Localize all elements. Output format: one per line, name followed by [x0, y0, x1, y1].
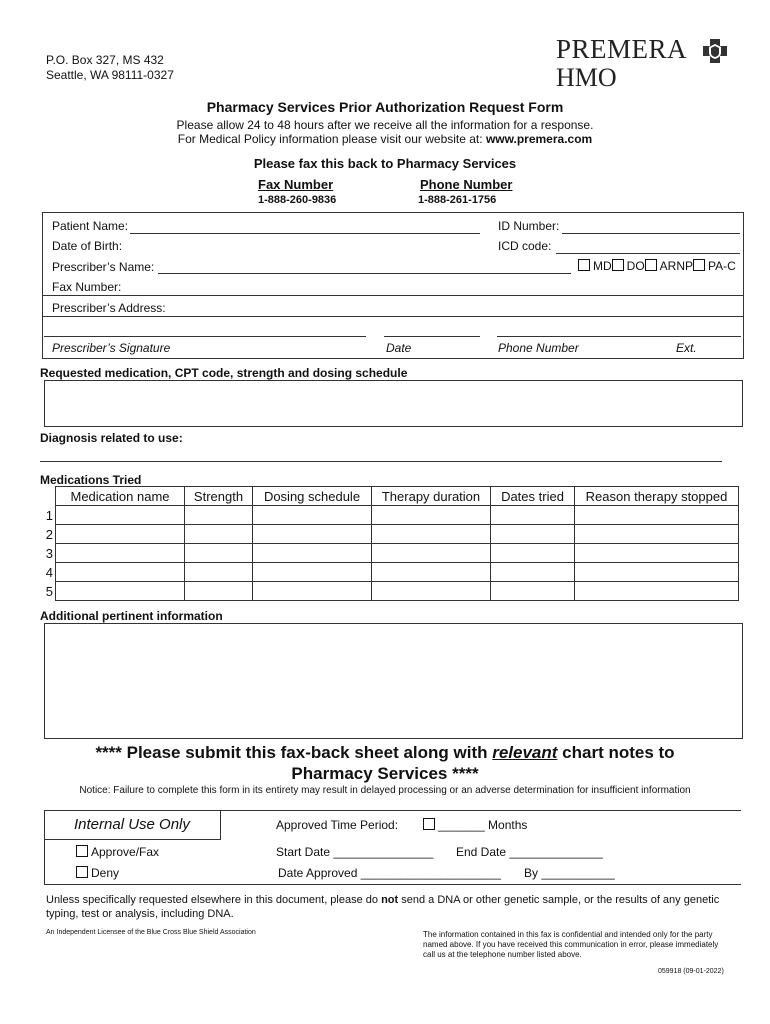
table-cell[interactable]	[491, 506, 575, 525]
table-cell[interactable]	[575, 582, 739, 601]
confidentiality-notice: The information contained in this fax is confidential and intended only for the party named above. If you have received this communication in error, please immediately call us at the telephone number listed above.	[423, 930, 719, 959]
diagnosis-label: Diagnosis related to use:	[40, 431, 183, 445]
column-header: Therapy duration	[372, 487, 491, 506]
id-number-label: ID Number:	[498, 219, 560, 233]
premera-logo	[556, 34, 736, 94]
phone-number-label: Phone Number	[420, 177, 513, 192]
table-row	[40, 544, 739, 563]
months-option	[423, 818, 527, 832]
prescriber-address-label: Prescriber’s Address:	[52, 301, 166, 315]
phone-number-value: 1-888-261-1756	[418, 194, 497, 206]
failure-notice: Notice: Failure to complete this form in its entirety may result in delayed processing or an adverse determination for insufficient information	[79, 785, 691, 796]
form-title: Pharmacy Services Prior Authorization Request Form	[206, 99, 564, 115]
column-header: Dates tried	[491, 487, 575, 506]
deny-label: Deny	[91, 866, 120, 880]
row-number: 4	[40, 563, 56, 582]
table-row	[40, 506, 739, 525]
table-header-row	[40, 487, 739, 506]
deny-option	[76, 866, 119, 880]
table-cell[interactable]	[56, 563, 185, 582]
signature-label: Prescriber’s Signature	[52, 341, 171, 355]
dob-label: Date of Birth:	[52, 239, 123, 253]
submit-notice-line1	[0, 742, 770, 763]
icd-code-field[interactable]	[556, 253, 740, 254]
fax-instruction: Please fax this back to Pharmacy Services	[253, 156, 517, 171]
table-cell[interactable]	[575, 544, 739, 563]
address-divider	[42, 316, 743, 317]
table-cell[interactable]	[491, 563, 575, 582]
policy-note	[0, 132, 770, 146]
column-header: Medication name	[56, 487, 185, 506]
website-link[interactable]: www.premera.com	[485, 132, 593, 146]
md-checkbox[interactable]	[578, 259, 590, 271]
icd-code-label: ICD code:	[498, 239, 552, 253]
date-label: Date	[386, 341, 412, 355]
credential-options	[578, 259, 736, 273]
internal-bottom-border	[44, 884, 741, 885]
fax-number-divider	[42, 295, 743, 296]
prescriber-name-label: Prescriber’s Name:	[52, 260, 155, 274]
fax-number-field-label: Fax Number:	[52, 280, 122, 294]
md-label: MD	[593, 259, 612, 273]
fax-number-label: Fax Number	[258, 177, 334, 192]
table-cell[interactable]	[185, 525, 253, 544]
table-cell[interactable]	[56, 544, 185, 563]
return-address	[46, 53, 174, 83]
licensee-notice: An Independent Licensee of the Blue Cross Blue Shield Association	[46, 929, 256, 936]
table-cell[interactable]	[185, 506, 253, 525]
months-field: _______ Months	[438, 818, 528, 832]
table-cell[interactable]	[491, 582, 575, 601]
row-number: 5	[40, 582, 56, 601]
date-field[interactable]	[384, 336, 480, 337]
submit-notice-text: **** Please submit this fax-back sheet along with	[95, 743, 493, 762]
table-cell[interactable]	[56, 506, 185, 525]
table-row	[40, 563, 739, 582]
table-cell[interactable]	[253, 582, 372, 601]
column-header: Reason therapy stopped	[575, 487, 739, 506]
approved-by-field[interactable]: By ___________	[524, 866, 615, 880]
months-checkbox[interactable]	[423, 818, 435, 830]
additional-info-field[interactable]	[44, 623, 743, 739]
approve-option	[76, 845, 159, 859]
deny-checkbox[interactable]	[76, 866, 88, 878]
signature-field[interactable]	[44, 336, 366, 337]
approved-time-period-label: Approved Time Period:	[276, 818, 399, 832]
table-cell[interactable]	[253, 563, 372, 582]
approve-label: Approve/Fax	[91, 845, 160, 859]
additional-info-label: Additional pertinent information	[40, 609, 223, 623]
table-cell[interactable]	[253, 525, 372, 544]
column-header: Dosing schedule	[253, 487, 372, 506]
end-date-field[interactable]: End Date ______________	[456, 845, 603, 859]
table-cell[interactable]	[253, 506, 372, 525]
arnp-checkbox[interactable]	[645, 259, 657, 271]
table-cell[interactable]	[372, 506, 491, 525]
logo-text: PREMERA	[556, 34, 688, 64]
form-code: 059918 (09-01-2022)	[658, 968, 724, 975]
row-number-header	[40, 487, 56, 506]
table-cell[interactable]	[56, 582, 185, 601]
column-header: Strength	[185, 487, 253, 506]
start-date-field[interactable]: Start Date _______________	[276, 845, 434, 859]
table-cell[interactable]	[575, 525, 739, 544]
medications-tried-table	[40, 486, 739, 601]
logo-subtext: HMO	[556, 63, 617, 92]
pac-label: PA-C	[708, 259, 736, 273]
pac-checkbox[interactable]	[693, 259, 705, 271]
table-cell[interactable]	[185, 544, 253, 563]
table-cell[interactable]	[253, 544, 372, 563]
row-number: 3	[40, 544, 56, 563]
ext-label: Ext.	[676, 341, 697, 355]
dna-notice-emphasis: not	[381, 894, 399, 906]
submit-notice-text-end: chart notes to	[557, 743, 675, 762]
patient-name-field[interactable]	[130, 233, 480, 234]
approve-checkbox[interactable]	[76, 845, 88, 857]
submit-notice-line2: Pharmacy Services ****	[291, 764, 479, 783]
table-cell[interactable]	[372, 525, 491, 544]
response-time-note: Please allow 24 to 48 hours after we receive all the information for a response.	[176, 118, 594, 132]
row-number: 1	[40, 506, 56, 525]
do-checkbox[interactable]	[612, 259, 624, 271]
table-cell[interactable]	[185, 563, 253, 582]
medications-tried-label: Medications Tried	[40, 473, 142, 487]
row-number: 2	[40, 525, 56, 544]
internal-left-border	[44, 838, 45, 884]
relevant-emphasis: relevant	[492, 743, 558, 762]
internal-use-title: Internal Use Only	[74, 816, 190, 833]
table-cell[interactable]	[575, 506, 739, 525]
internal-top-border	[219, 810, 741, 811]
table-cell[interactable]	[491, 544, 575, 563]
table-cell[interactable]	[372, 582, 491, 601]
requested-medication-field[interactable]	[44, 380, 743, 427]
phone-field[interactable]	[497, 336, 741, 337]
submit-notice	[0, 742, 770, 784]
table-cell[interactable]	[372, 544, 491, 563]
cross-shield-icon	[702, 38, 728, 64]
table-cell[interactable]	[185, 582, 253, 601]
phone-number-field-label: Phone Number	[498, 341, 579, 355]
patient-name-label: Patient Name:	[52, 219, 129, 233]
policy-note-text: For Medical Policy information please visit our website at:	[177, 132, 486, 146]
table-row	[40, 525, 739, 544]
date-approved-field[interactable]: Date Approved _____________________	[278, 866, 501, 880]
table-cell[interactable]	[575, 563, 739, 582]
dna-notice-text-end: send a DNA or other genetic sample, or the results of any genetic typing, test or analysis, including DNA.	[46, 894, 720, 920]
fax-number-value: 1-888-260-9836	[258, 194, 337, 206]
requested-medication-label: Requested medication, CPT code, strength and dosing schedule	[40, 366, 408, 380]
arnp-label: ARNP	[659, 259, 694, 273]
dna-notice-text: Unless specifically requested elsewhere in this document, please do	[46, 894, 382, 906]
address-line-2: Seattle, WA 98111-0327	[46, 68, 174, 82]
address-line-1: P.O. Box 327, MS 432	[46, 53, 164, 67]
do-label: DO	[626, 259, 645, 273]
table-row	[40, 582, 739, 601]
table-cell[interactable]	[372, 563, 491, 582]
dna-notice	[46, 893, 726, 921]
table-cell[interactable]	[56, 525, 185, 544]
id-number-field[interactable]	[562, 233, 740, 234]
diagnosis-field[interactable]	[40, 461, 722, 462]
prescriber-name-field[interactable]	[158, 273, 571, 274]
table-cell[interactable]	[491, 525, 575, 544]
